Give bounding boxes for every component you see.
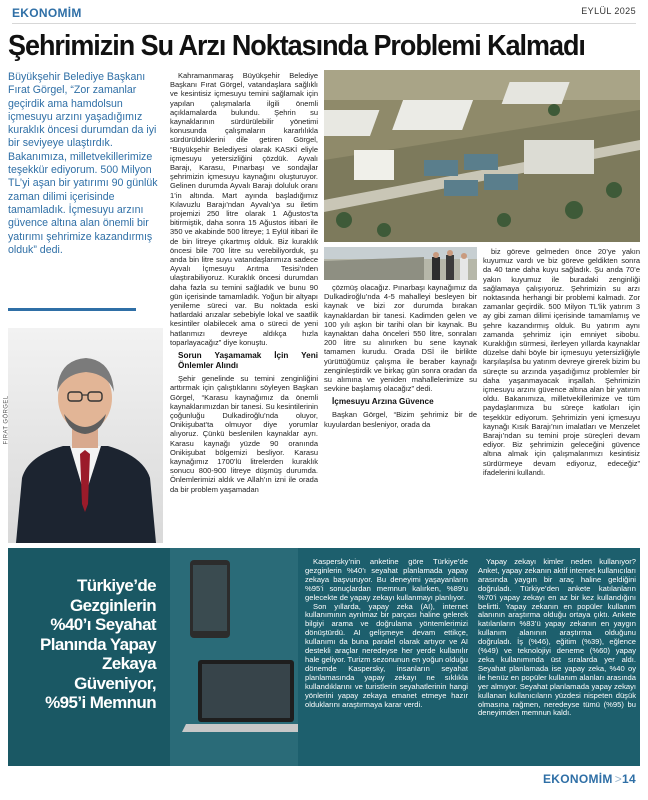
feature-paragraph: Yapay zekayı kimler neden kullanıyor? Anket, yapay zekanın aktif internet kullanıcıları arasında yaygın bir araç haline geldiğini doğruladı. Türkiye’den ankete katılanların %70’i yapay zekayı en az bir kez kullandığını belirtti. Yapay zekanın en popüler kullanım alanının araştırma olduğu ortaya çıktı. Ankete katılanların %83’ü yapay zekanın en yaygın kullanım alanının araştırma olduğunu doğruladı. İş (%46), eğitim (%39), eğlence (%49) ve teknolojiyi deneme (%60) yapay zeka kullanımında üst sıralarda yer aldı. Seyahat planlamada ise yapay zeka, %40 oy ile henüz en popüler kullanım alanları arasında yer almıyor. Seyahat planlamada yapay zekayı kullanan kullanıcıların yüzdesi nispeten düşük olmasına rağmen, neredeyse tümü (%95) bu deneyimden memnun kaldı. (478, 557, 636, 718)
water-facility-aerial-photo (324, 70, 640, 242)
issue-date: EYLÜL 2025 (581, 6, 636, 16)
footer-section-label: EKONOMİM (543, 772, 613, 786)
page-footer (543, 772, 636, 792)
headline: Şehrimizin Su Arzı Noktasında Problemi Kalmadı (8, 30, 585, 62)
article-paragraph: Başkan Görgel, “Bizim şehrimiz bir de kuyulardan besleniyor, orada da (324, 410, 477, 429)
page-number: 14 (622, 772, 636, 786)
page-header (12, 6, 636, 24)
site-visit-photo (324, 247, 477, 280)
aerial-facility-illustration (324, 70, 640, 242)
article-paragraph: Kahramanmaraş Büyükşehir Belediye Başkanı Fırat Görgel, vatandaşlara sağlıklı ve kesintisiz içmesuyu temini sağlamak için yapılan çalışmalarla ilgili önemli açıklamalarda bulundu. Şehrin su kaynaklarının sürdürülebilir yönetimi konusunda çalışmaların kararlılıkla sürdürüldüklerini dile getiren Görgel, “Büyükşehir Belediyesi olarak KASKİ eliyle içmesuyu yetersizliğini çözdük. Ayvalı Barajı, Karasu, Pınarbaşı ve sondajlar şehrimizin içmesuyu kaynağını oluşturuyor. Gelinen durumda Ayvalı Barajı doluluk oranı 1’in altında. Mart ayında başladığımız Kılavuzlu Barajı’ndan Ayvalı’ya su iletim projemizi 250 litre olarak 1 Ağustos’ta bitirmiştik, daha sonra 15 Ağustos itibari ile 350 ve akabinde 500 litreye; 1 Eylül itibari ile de bin litreye çıkartmış olduk. Biz kuraklık öncesi bile 700 litre su verebiliyorduk, şu anda bin litre suyu vatandaşlarımıza sadece Ayvalı İçmesuyu Arıtma Tesisi’nden ulaştırabiliyoruz. Kuraklık öncesi durumdan daha fazla su temini sağladık ve bunu 90 gün içerisinde tamamladık. Yoğun bir altyapı yenileme süreci var. Bu noktada eski hatlardaki arızalar sebebiyle lokal ve saatlik kesintiler olabilecek ama o süreci de yeni hatlarımızı devreye aldıkça hızla toparlayacağız” diye konuştu. (170, 71, 319, 347)
article-paragraph: Şehir genelinde su temini zenginliğini arttırmak için çalıştıklarını söyleyen Başkan Görgel, “Karasu kaynağımız da önemli kaynaklarımızdan bir tanesi. Su kesintilerinin çoğunluğu Dulkadiroğlu’nda oluyor, Onikişubat’ta olmuyor diye yorumlar alıyoruz. Çünkü beslenilen kaynaklar ayrı. Karasu kaynağı yüzde 90 oranında Onikişubat bölgemizi besliyor. Karasu kaynağımız 1700’lü litrelerden kuraklık sonucu 800-900 litreye düşmüş durumda. Önlemlerimizi aldık ve Allah’ın izni ile orada da bir problem yaşamadan (170, 374, 318, 494)
feature-title: Türkiye’de Gezginlerin %40’ı Seyahat Planında Yapay Zekaya Güveniyor, %95’i Memnun (39, 576, 156, 712)
ai-travel-feature-box (8, 548, 640, 766)
article-column-2 (324, 283, 477, 545)
portrait-illustration (8, 328, 163, 543)
feature-laptop-photo (170, 548, 298, 766)
subheading-new-measures: Sorun Yaşamamak İçin Yeni Önlemler Alındı (178, 351, 318, 371)
article-column-3 (483, 247, 640, 543)
feature-column-2 (478, 558, 636, 718)
site-visit-illustration (324, 247, 477, 280)
pull-quote-rule (8, 308, 136, 311)
article-column-1 (170, 71, 318, 541)
feature-paragraph: Son yıllarda, yapay zeka (AI), internet kullanımının ayrılmaz bir parçası haline gelerek bilgiyi arama ve doğrulama yöntemlerimizi dönüştürdü. AI gelişmeye devam ettikçe, kullanımı da buna paralel olarak artıyor ve AI destekli araçlar neredeyse her yerde kullanılır hale geliyor. Turizm sezonunun en yoğun olduğu dönemde Kaspersky, insanların seyahat planlamasında yapay zekayı ne sıklıkla kullandıklarını ve turistlerin seyahatlerinin hangi yönlerini yapay zekaya emanet etmeye hazır olduklarını araştırmaya karar verdi. (305, 601, 468, 709)
footer-arrow-icon: > (614, 772, 623, 786)
pull-quote: Büyükşehir Belediye Başkanı Fırat Görgel, “Zor zamanlar geçirdik ama hamdolsun içmesuyu arzını yaşadığımız kuraklık öncesi durumdan da iyi bir seviyeye ulaştırdık. Bakanımıza, milletvekillerimize teşekkür ediyorum. 500 Milyon TL’yi aşan bir yatırımı 90 günlük zaman dilimi içerisinde tamamladık. İçmesuyu arzını güvence altına alan önemli bir yatırımı şehrimize kazandırmış olduk” dedi. (8, 71, 158, 256)
article-paragraph: biz göreve gelmeden önce 20’ye yakın kuyumuz vardı ve biz göreve geldikten sonra da 40 tane daha kuyu sağladık. Şu anda 70’e yakın kuyumuz ile buradaki zenginliği sağlamaya çalışıyoruz. Şehrimizin su arzı noktasında herhangi bir problemi kalmadı. Zor zamanlar geçirdik. 500 Milyon TL’lik yatırım 3 ay gibi zaman dilimi içerisinde tamamlamış ve şehre kazandırmış olduk. Bu yatırım aynı zamanda şehrimiz için emniyet sibobu. Kuraklığın sürmesi, ilerleyen yıllarda kaynaklar düzelse dahi böyle bir içmesuyu yetersizliğiyle karşılaşılsa bu yatırım devreye girerek bizim bu süreçte su arzında yaşadığımız problemler bir daha yaşanmayacak inşallah. Şehrimizin içmesuyu arzını güvence altına alan bir yatırım oldu. Bakanımıza, milletvekillerimize ve tüm paydaşlarımıza bu süreçe katkıları için teşekkür ediyorum. Şehrimizin yeni içmesuyu kaynağı Kısık Barajı’nın imalatları ve Menzelet Barajı’ndan su temini proje süreçleri devam ediyor. Biz şehrimizin geleceğini güvence altına almak için çalışmalarımızı kesintisiz sürdürmeye devam ediyoruz, edeceğiz” ifadelerini kullandı. (483, 247, 640, 477)
article-paragraph: çözmüş olacağız. Pınarbaşı kaynağımız da Dulkadiroğlu’nda 4-5 mahalleyi besleyen bir kaynak ve bizi zor durumda bırakan kaynaklardan bir tanesi. Kadimden gelen ve 100 yılı aşkın bir tarihi olan bir kaynak. Bu kaynaktan daha önceleri 550 litre, sonraları 200 litre su alınırken bu sene kaynak tamamen kurudu. Orada DSİ ile birlikte yürüttüğümüz çalışma ile beraber kaynağı zenginleştirdik ve birkaç gün sonra oradan da su alımına ve yeniden mahallelerimize su sevkine başlamış olacağız” dedi. (324, 283, 477, 394)
portrait-photo (8, 328, 163, 543)
feature-paragraph: Kaspersky’nin anketine göre Türkiye’de gezginlerin %40’ı seyahat planlamada yapay zekaya başvuruyor. Bu deneyimi yaşayanların %95’i sonuçlardan memnun kalırken, %89’u gelecekte de yapay zekayı kullanmayı planlıyor. (305, 557, 468, 602)
feature-column-1 (305, 558, 468, 709)
section-label: EKONOMİM (12, 6, 82, 20)
photo-credit: FIRAT GÖRGEL (3, 395, 10, 445)
laptop-illustration (170, 548, 298, 766)
subheading-water-guarantee: İçmesuyu Arzına Güvence (332, 397, 434, 407)
